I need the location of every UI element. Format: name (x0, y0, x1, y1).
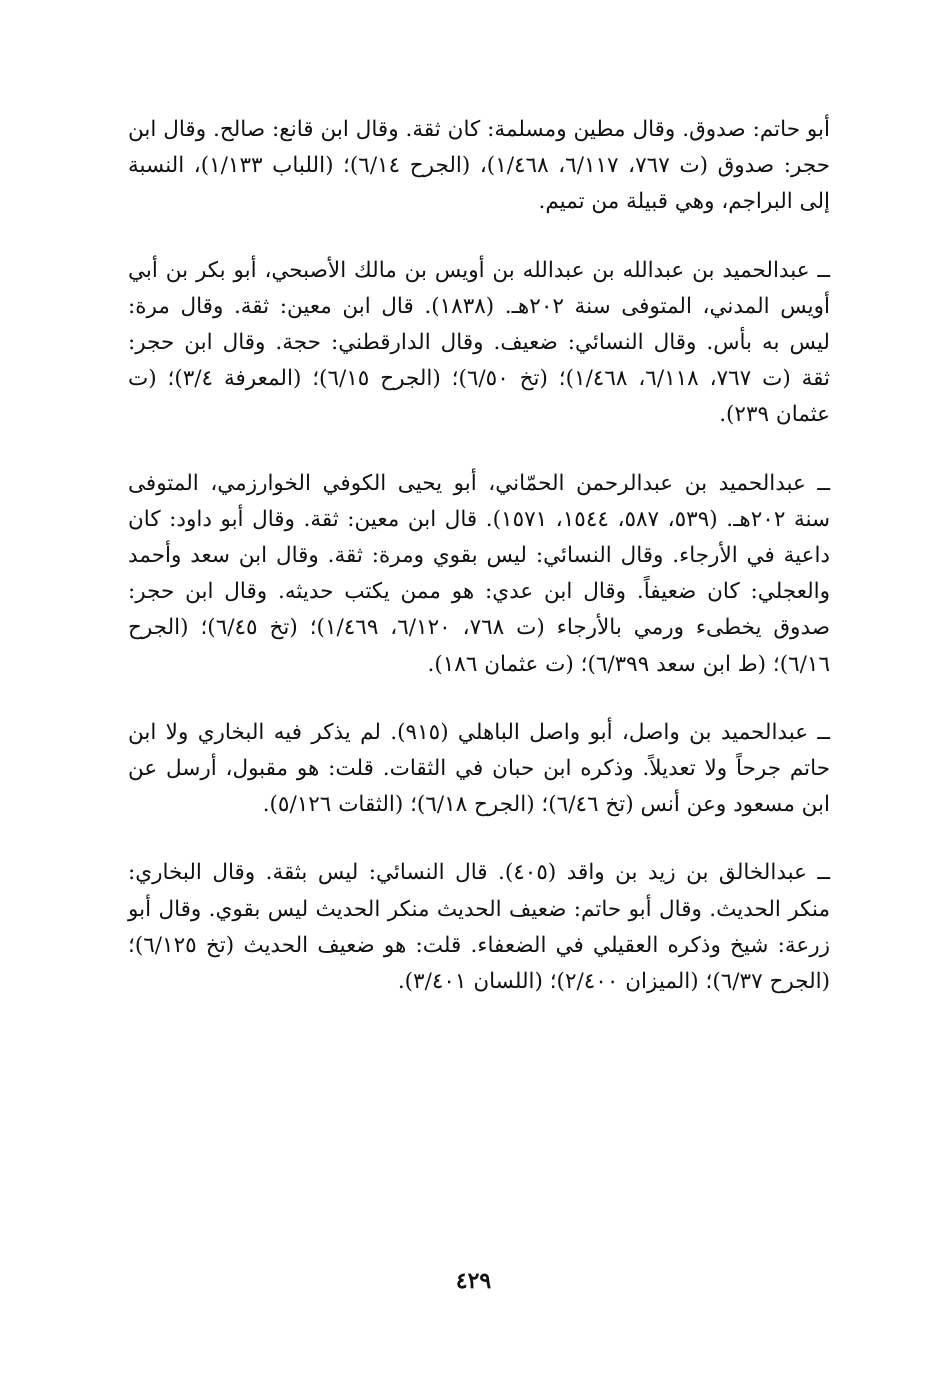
entry-abdulhamid-ibn-abdullah: ــ عبدالحميد بن عبدالله بن عبدالله بن أويس بن مالك الأصبحي، أبو بكر بن أبي أويس المدني، المتوفى سنة ٢٠٢هـ. (١٨٣٨). قال ابن معين: ثقة. وقال مرة: ليس به بأس. وقال النسائي: ضعيف. وقال الدارقطني: حجة. وقال ابن حجر: ثقة (ت ٧٦٧، ٦/١١٨، ١/٤٦٨)؛ (تخ ٦/٥٠)؛ (الجرح ٦/١٥)؛ (المعرفة ٣/٤)؛ (ت عثمان ٢٣٩). (128, 257, 830, 428)
entry-abdulhamid-ibn-wasil: ــ عبدالحميد بن واصل، أبو واصل الباهلي (٩١٥). لم يذكر فيه البخاري ولا ابن حاتم جرحاً ولا تعديلاً. وذكره ابن حبان في الثقات. قلت: هو مقبول، أرسل عن ابن مسعود وعن أنس (تخ ٦/٤٦)؛ (الجرح ٦/١٨)؛ (الثقات ٥/١٢٦). (128, 719, 830, 818)
entry-abdulkhaliq-ibn-zayd: ــ عبدالخالق بن زيد بن واقد (٤٠٥). قال النسائي: ليس بثقة. وقال البخاري: منكر الحديث. وقال أبو حاتم: ضعيف الحديث منكر الحديث ليس بقوي. وقال أبو زرعة: شيخ وذكره العقيلي في الضعفاء. قلت: هو ضعيف الحديث (تخ ٦/١٢٥)؛ (الجرح ٦/٣٧)؛ (الميزان ٢/٤٠٠)؛ (اللسان ٣/٤٠١). (128, 860, 830, 995)
page-body (128, 112, 830, 1000)
page-number: ٤٢٩ (455, 1268, 492, 1294)
entry-abdulhamid-ibn-abdulrahman: ــ عبدالحميد بن عبدالرحمن الحمّاني، أبو يحيى الكوفي الخوارزمي، المتوفى سنة ٢٠٢هـ. (٥٣٩، ٥٨٧، ١٥٤٤، ١٥٧١). قال ابن معين: ثقة. وقال أبو داود: كان داعية في الأرجاء. وقال النسائي: ليس بقوي ومرة: ثقة. وقال ابن سعد وأحمد والعجلي: كان ضعيفاً. وقال ابن عدي: هو ممن يكتب حديثه. وقال ابن حجر: صدوق يخطىء ورمي بالأرجاء (ت ٧٦٨، ٦/١٢٠، ١/٤٦٩)؛ (تخ ٦/٤٥)؛ (الجرح ٦/١٦)؛ (ط ابن سعد ٦/٣٩٩)؛ (ت عثمان ١٨٦). (128, 470, 830, 677)
entry-continuation: أبو حاتم: صدوق. وقال مطين ومسلمة: كان ثقة. وقال ابن قانع: صالح. وقال ابن حجر: صدوق (ت ٧٦٧، ٦/١١٧، ١/٤٦٨)، (الجرح ٦/١٤)؛ (اللباب ١/١٣٣)، النسبة إلى البراجم، وهي قبيلة من تميم. (128, 117, 831, 215)
